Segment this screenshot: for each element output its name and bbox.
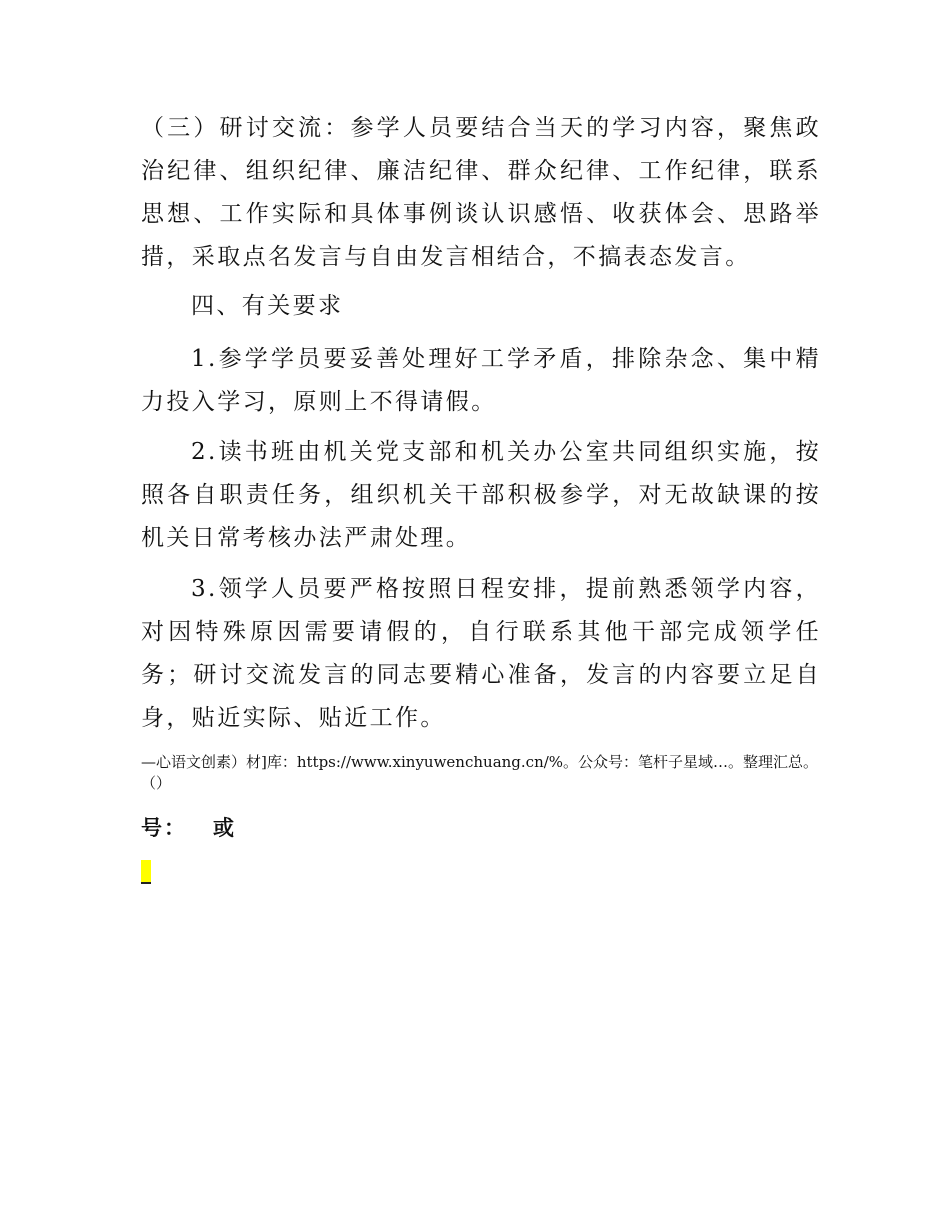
- source-note: —心语文创素）材]库：https://www.xinyuwenchuang.cn/%。公众号：笔杆子星域…。整理汇总。 （）: [141, 753, 819, 792]
- paragraph-discussion: （三）研讨交流：参学人员要结合当天的学习内容，聚焦政治纪律、组织纪律、廉洁纪律、群众纪律、工作纪律，联系思想、工作实际和具体事例谈认识感悟、收获体会、思路举措，采取点名发言与自由发言相结合，不搞表态发言。: [141, 115, 821, 270]
- requirement-item-1: 1.参学学员要妥善处理好工学矛盾，排除杂念、集中精力投入学习，原则上不得请假。: [141, 346, 821, 415]
- requirement-item-2: 2.读书班由机关党支部和机关办公室共同组织实施，按照各自职责任务，组织机关干部积极参学，对无故缺课的按机关日常考核办法严肃处理。: [141, 439, 821, 551]
- trailing-text: [141, 812, 236, 842]
- trailing-text-right: 或: [213, 815, 236, 840]
- requirement-item-3: 3.领学人员要严格按照日程安排，提前熟悉领学内容，对因特殊原因需要请假的，自行联系其他干部完成领学任务；研讨交流发言的同志要精心准备，发言的内容要立足自身，贴近实际、贴近工作。: [141, 576, 821, 731]
- trailing-text-left: 号：: [141, 815, 187, 840]
- text-cursor-highlight: [141, 860, 151, 884]
- section-heading-requirements: 四、有关要求: [191, 293, 344, 319]
